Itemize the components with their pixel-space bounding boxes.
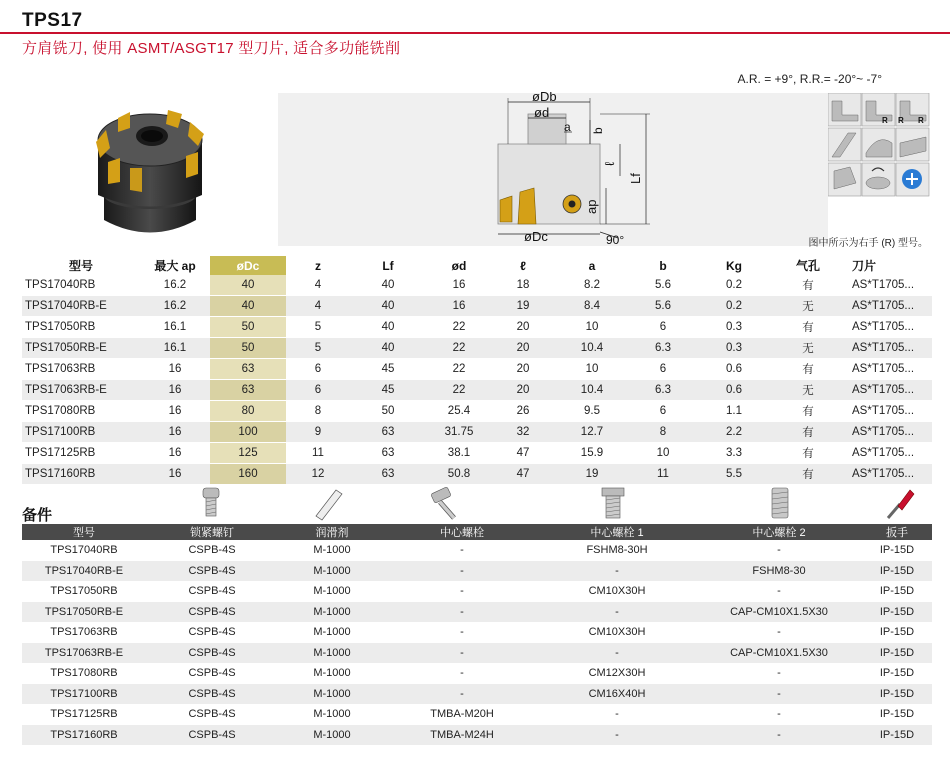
spec-row-cell: AS*T1705... [844, 317, 932, 338]
spec-row-cell: 20 [492, 338, 554, 359]
spec-row-cell: 1.1 [696, 401, 772, 422]
spec-row-cell: 16 [426, 296, 492, 317]
wrench-icon [888, 490, 914, 518]
spec-row-cell: 25.4 [426, 401, 492, 422]
spec-row-cell: AS*T1705... [844, 380, 932, 401]
spares-row-cell: - [538, 704, 696, 725]
spec-row-cell: 有 [772, 275, 844, 296]
spec-row-cell: 有 [772, 443, 844, 464]
spec-row-cell: 22 [426, 317, 492, 338]
spares-row-cell: M-1000 [278, 602, 386, 623]
spares-row-cell: IP-15D [862, 663, 932, 684]
spec-row-cell: 20 [492, 317, 554, 338]
figure-caption: 图中所示为右手 (R) 型号。 [808, 238, 928, 249]
spec-row-cell: 8.4 [554, 296, 630, 317]
spec-row-cell: 6 [286, 359, 350, 380]
center-bolt-1-icon [602, 488, 624, 518]
spares-row-cell: - [538, 561, 696, 582]
spares-row-cell: CSPB-4S [146, 622, 278, 643]
spares-row-cell: TPS17063RB-E [22, 643, 146, 664]
spec-row-cell: 16 [140, 401, 210, 422]
spec-col-header: b [659, 258, 667, 273]
spec-row-cell: 45 [350, 359, 426, 380]
spec-row-cell: 15.9 [554, 443, 630, 464]
spares-row-cell: - [538, 643, 696, 664]
spares-row-cell: TPS17160RB [22, 725, 146, 746]
spares-row-cell: TPS17063RB [22, 622, 146, 643]
spec-row-cell: 0.2 [696, 275, 772, 296]
spares-col-header: 扳手 [862, 524, 932, 540]
spec-row-cell: 8 [286, 401, 350, 422]
spec-row [22, 317, 932, 338]
spares-row-cell: M-1000 [278, 581, 386, 602]
spec-row-cell: 50 [350, 401, 426, 422]
spares-row [22, 704, 932, 725]
spec-row-cell: 16.2 [140, 296, 210, 317]
spares-row-cell: - [696, 684, 862, 705]
spares-row-cell: CSPB-4S [146, 602, 278, 623]
spec-row-cell: 无 [772, 296, 844, 317]
cutter-photo [90, 100, 210, 240]
spec-header-row [22, 256, 932, 275]
spec-row-cell: TPS17050RB-E [22, 338, 140, 359]
icon-label-r1: R [882, 116, 888, 125]
spec-row-cell: 5 [286, 338, 350, 359]
spares-row-cell: TPS17125RB [22, 704, 146, 725]
spec-row-cell: 16 [140, 359, 210, 380]
center-bolt-2-icon [772, 488, 788, 518]
spares-row-cell: - [386, 561, 538, 582]
spec-row [22, 422, 932, 443]
spec-row-cell: 40 [350, 338, 426, 359]
spares-row-cell: CSPB-4S [146, 725, 278, 746]
spec-row-cell: 12 [286, 464, 350, 485]
center-bolt-icon [431, 487, 454, 518]
spec-col-header: z [315, 258, 321, 273]
spec-row-cell: 40 [350, 275, 426, 296]
rake-angles: A.R. = +9°, R.R.= -20°~ -7° [737, 72, 882, 86]
spec-row-cell: AS*T1705... [844, 275, 932, 296]
application-icons [828, 93, 930, 198]
spares-row-cell: M-1000 [278, 643, 386, 664]
spec-row-cell: 16.1 [140, 338, 210, 359]
spec-row-cell: 16 [140, 380, 210, 401]
spec-row-cell: 16 [426, 275, 492, 296]
spares-row-cell: - [696, 581, 862, 602]
spec-col-header: 最大 ap [154, 259, 196, 273]
spec-row-cell: 100 [210, 422, 286, 443]
spec-col-header: 气孔 [795, 259, 820, 273]
spec-row-cell: 125 [210, 443, 286, 464]
spec-col-header: Lf [382, 258, 394, 273]
spares-row [22, 663, 932, 684]
spares-row-cell: M-1000 [278, 684, 386, 705]
spec-row-cell: 20 [492, 359, 554, 380]
icon-label-r2: R [898, 116, 904, 125]
spares-row-cell: - [538, 602, 696, 623]
spares-col-header: 中心螺栓 1 [538, 524, 696, 540]
spec-row-cell: 50.8 [426, 464, 492, 485]
spec-row-cell: 8.2 [554, 275, 630, 296]
spares-row-cell: M-1000 [278, 540, 386, 561]
spec-row-cell: 6.3 [630, 338, 696, 359]
spec-row-cell: 4 [286, 296, 350, 317]
spec-row-cell: 32 [492, 422, 554, 443]
spec-row-cell: 9 [286, 422, 350, 443]
spec-row-cell: 47 [492, 464, 554, 485]
spec-row-cell: AS*T1705... [844, 464, 932, 485]
spares-table [22, 524, 932, 745]
spec-row [22, 338, 932, 359]
spec-row-cell: TPS17125RB [22, 443, 140, 464]
spec-row-cell: 16.2 [140, 275, 210, 296]
spec-row [22, 443, 932, 464]
spares-row-cell: IP-15D [862, 622, 932, 643]
spares-row-cell: - [696, 704, 862, 725]
spares-row-cell: M-1000 [278, 663, 386, 684]
spec-row-cell: 47 [492, 443, 554, 464]
spec-row-cell: 19 [492, 296, 554, 317]
spares-row-cell: IP-15D [862, 540, 932, 561]
spec-row-cell: 40 [350, 317, 426, 338]
spec-row-cell: 有 [772, 464, 844, 485]
spec-col-header: a [588, 258, 596, 273]
spares-row [22, 561, 932, 582]
spec-row-cell: 11 [286, 443, 350, 464]
spares-row [22, 540, 932, 561]
spec-row-cell: 50 [210, 338, 286, 359]
spares-row-cell: IP-15D [862, 684, 932, 705]
dim-lf: Lf [628, 173, 643, 184]
dim-b: b [591, 127, 605, 134]
spec-row-cell: 0.6 [696, 380, 772, 401]
spec-row-cell: 6.3 [630, 380, 696, 401]
spec-col-header: Kg [726, 258, 742, 273]
icon-label-r3: R [918, 116, 924, 125]
spec-row-cell: 16 [140, 464, 210, 485]
spares-row-cell: TMBA-M24H [386, 725, 538, 746]
spec-row [22, 401, 932, 422]
spec-row-cell: TPS17040RB [22, 275, 140, 296]
spares-row [22, 643, 932, 664]
dim-l: ℓ [602, 161, 617, 166]
spares-row-cell: IP-15D [862, 602, 932, 623]
spares-row-cell: IP-15D [862, 725, 932, 746]
spares-col-header: 中心螺栓 2 [696, 524, 862, 540]
spec-row-cell: 22 [426, 338, 492, 359]
spares-header-row [22, 524, 932, 540]
spec-row-cell: 10 [630, 443, 696, 464]
spec-row-cell: 3.3 [696, 443, 772, 464]
spares-row-cell: M-1000 [278, 704, 386, 725]
spec-row-cell: 63 [350, 443, 426, 464]
spec-row-cell: 8 [630, 422, 696, 443]
spares-row-cell: - [386, 581, 538, 602]
spares-row-cell: FSHM8-30 [696, 561, 862, 582]
spares-row-cell: - [696, 622, 862, 643]
spec-row-cell: 无 [772, 380, 844, 401]
spec-row-cell: AS*T1705... [844, 359, 932, 380]
spec-row-cell: 40 [210, 296, 286, 317]
spec-row-cell: 16.1 [140, 317, 210, 338]
spares-row-cell: CSPB-4S [146, 643, 278, 664]
spec-row-cell: 10 [554, 317, 630, 338]
spares-row-cell: TPS17050RB [22, 581, 146, 602]
spec-row-cell: 38.1 [426, 443, 492, 464]
spares-row-cell: TPS17040RB [22, 540, 146, 561]
spares-row-cell: CM10X30H [538, 622, 696, 643]
spec-row-cell: AS*T1705... [844, 422, 932, 443]
spec-row-cell: AS*T1705... [844, 401, 932, 422]
spares-row-cell: CSPB-4S [146, 581, 278, 602]
spares-col-header: 型号 [22, 524, 146, 540]
spares-row-cell: M-1000 [278, 725, 386, 746]
spec-row-cell: 12.7 [554, 422, 630, 443]
spares-row-cell: - [386, 622, 538, 643]
spec-row-cell: AS*T1705... [844, 296, 932, 317]
spec-row-cell: TPS17160RB [22, 464, 140, 485]
spares-row-cell: - [696, 725, 862, 746]
spares-row-cell: CSPB-4S [146, 663, 278, 684]
spec-row-cell: 80 [210, 401, 286, 422]
lubricant-icon [316, 490, 342, 520]
spares-row-cell: CM16X40H [538, 684, 696, 705]
spec-row-cell: 22 [426, 359, 492, 380]
spec-row-cell: 有 [772, 359, 844, 380]
spec-row-cell: TPS17080RB [22, 401, 140, 422]
screw-icon [203, 488, 219, 516]
spec-row-cell: 10.4 [554, 338, 630, 359]
dim-od: ød [534, 105, 550, 120]
spec-row-cell: 18 [492, 275, 554, 296]
spec-row-cell: TPS17050RB [22, 317, 140, 338]
spec-col-header-dc: øDc [210, 256, 286, 275]
spares-row-cell: CSPB-4S [146, 704, 278, 725]
spec-row-cell: 有 [772, 422, 844, 443]
spec-row-cell: 5.6 [630, 275, 696, 296]
spec-row-cell: 6 [286, 380, 350, 401]
spares-row-cell: - [696, 663, 862, 684]
spares-row-cell: CM10X30H [538, 581, 696, 602]
spec-row-cell: 22 [426, 380, 492, 401]
spec-row-cell: 0.3 [696, 338, 772, 359]
spares-title: 备件 [22, 507, 53, 524]
spares-col-header: 中心螺栓 [386, 524, 538, 540]
spec-row-cell: AS*T1705... [844, 443, 932, 464]
spec-row-cell: 16 [140, 422, 210, 443]
spares-row-cell: M-1000 [278, 622, 386, 643]
spec-row [22, 296, 932, 317]
dim-odb: øDb [532, 92, 557, 104]
spec-row-cell: 6 [630, 359, 696, 380]
spec-row-cell: 5.6 [630, 296, 696, 317]
spec-row-cell: 10 [554, 359, 630, 380]
spares-row [22, 725, 932, 746]
spares-row-cell: TMBA-M20H [386, 704, 538, 725]
spares-row-cell: CSPB-4S [146, 684, 278, 705]
spec-col-header: ød [451, 258, 467, 273]
spec-row-cell: 16 [140, 443, 210, 464]
spec-row-cell: 5.5 [696, 464, 772, 485]
spec-row-cell: 10.4 [554, 380, 630, 401]
spares-row-cell: FSHM8-30H [538, 540, 696, 561]
spec-row-cell: TPS17100RB [22, 422, 140, 443]
spec-row-cell: TPS17040RB-E [22, 296, 140, 317]
spares-row [22, 602, 932, 623]
spec-row-cell: 40 [210, 275, 286, 296]
spares-row-cell: TPS17080RB [22, 663, 146, 684]
spec-row-cell: 45 [350, 380, 426, 401]
spec-row-cell: 63 [350, 464, 426, 485]
spec-col-header: 型号 [68, 259, 93, 273]
spares-row-cell: - [696, 540, 862, 561]
spares-row-cell: TPS17050RB-E [22, 602, 146, 623]
dim-odc: øDc [524, 229, 548, 244]
spares-row-cell: IP-15D [862, 704, 932, 725]
spec-row-cell: 6 [630, 401, 696, 422]
spares-row-cell: - [538, 725, 696, 746]
spec-row-cell: 63 [210, 380, 286, 401]
spares-row-cell: - [386, 602, 538, 623]
spares-row-cell: CSPB-4S [146, 540, 278, 561]
page-title: TPS17 [22, 10, 83, 31]
spec-row-cell: 63 [210, 359, 286, 380]
spec-row-cell: 4 [286, 275, 350, 296]
spares-row-cell: TPS17040RB-E [22, 561, 146, 582]
spares-col-header: 润滑剂 [278, 524, 386, 540]
spec-row-cell: 有 [772, 317, 844, 338]
spec-row-cell: 19 [554, 464, 630, 485]
spec-row-cell: 0.3 [696, 317, 772, 338]
spec-row-cell: 63 [350, 422, 426, 443]
spares-row-cell: TPS17100RB [22, 684, 146, 705]
spec-table [22, 256, 932, 485]
spares-row-cell: CM12X30H [538, 663, 696, 684]
spares-col-header: 锁紧螺钉 [146, 524, 278, 540]
spares-row-cell: CAP-CM10X1.5X30 [696, 643, 862, 664]
spares-row-cell: CAP-CM10X1.5X30 [696, 602, 862, 623]
spares-row [22, 581, 932, 602]
dim-angle: 90° [606, 233, 625, 247]
spec-row-cell: 26 [492, 401, 554, 422]
title-divider [0, 32, 950, 34]
spec-row-cell: 6 [630, 317, 696, 338]
spec-row-cell: 9.5 [554, 401, 630, 422]
spares-row-cell: M-1000 [278, 561, 386, 582]
spec-row [22, 380, 932, 401]
dim-ap: ap [584, 199, 599, 214]
spec-row-cell: 11 [630, 464, 696, 485]
spares-row-cell: CSPB-4S [146, 561, 278, 582]
page-subtitle: 方肩铣刀, 使用 ASMT/ASGT17 型刀片, 适合多功能铣削 [22, 40, 401, 57]
spec-row-cell: 50 [210, 317, 286, 338]
spare-part-icons [20, 486, 932, 522]
spec-row-cell: 2.2 [696, 422, 772, 443]
spec-row-cell: TPS17063RB [22, 359, 140, 380]
spec-row-cell: 0.2 [696, 296, 772, 317]
spec-row [22, 464, 932, 485]
spares-row-cell: - [386, 684, 538, 705]
spec-row-cell: TPS17063RB-E [22, 380, 140, 401]
spec-row-cell: AS*T1705... [844, 338, 932, 359]
spares-row-cell: IP-15D [862, 581, 932, 602]
spares-row [22, 684, 932, 705]
dimension-drawing [480, 92, 680, 248]
spec-row-cell: 40 [350, 296, 426, 317]
spec-row-cell: 20 [492, 380, 554, 401]
spec-row-cell: 160 [210, 464, 286, 485]
spec-col-header: 刀片 [852, 259, 877, 273]
spec-row-cell: 无 [772, 338, 844, 359]
spec-row-cell: 31.75 [426, 422, 492, 443]
spec-row-cell: 有 [772, 401, 844, 422]
dim-a-top: a [564, 120, 571, 134]
spec-row-cell: 0.6 [696, 359, 772, 380]
spares-row-cell: IP-15D [862, 643, 932, 664]
spares-row-cell: - [386, 663, 538, 684]
spares-row [22, 622, 932, 643]
spares-row-cell: - [386, 540, 538, 561]
spares-row-cell: - [386, 643, 538, 664]
spares-row-cell: IP-15D [862, 561, 932, 582]
spec-col-header: ℓ [520, 258, 526, 273]
spec-row [22, 359, 932, 380]
spec-row-cell: 5 [286, 317, 350, 338]
spec-row [22, 275, 932, 296]
